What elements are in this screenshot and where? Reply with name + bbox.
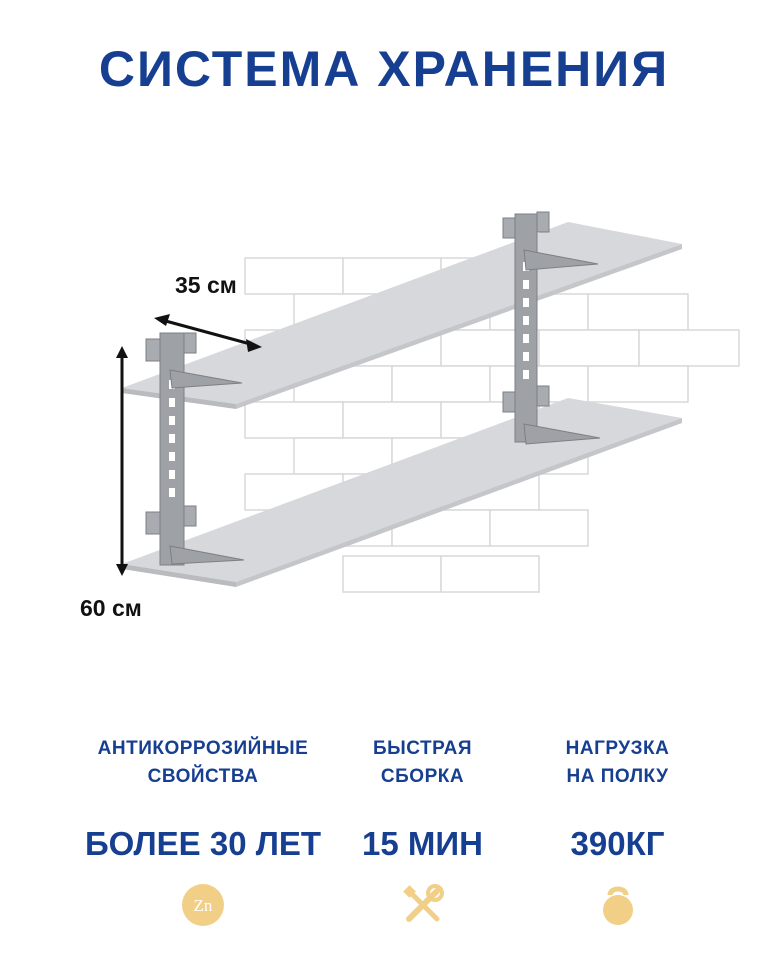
feature-anticorrosion [80,735,326,935]
feature-assembly [340,735,505,935]
kettlebell-icon [596,883,640,927]
feature-title-line1: АНТИКОРРОЗИЙНЫЕ [97,738,309,759]
feature-title-line2: НА ПОЛКУ [566,766,669,787]
feature-title-line2: СБОРКА [380,766,465,787]
shelf-illustration [0,190,768,640]
feature-value: 390КГ [570,825,665,862]
feature-load [535,735,700,935]
feature-title-line1: НАГРУЗКА [565,738,670,759]
wrench-screwdriver-icon [401,883,445,927]
height-arrow [116,346,128,576]
zinc-coin-text: Zn [193,896,213,915]
feature-title-line2: СВОЙСТВА [147,766,259,787]
page-title: СИСТЕМА ХРАНЕНИЯ [98,41,670,97]
feature-title-line1: БЫСТРАЯ [373,738,472,759]
feature-value: 15 МИН [362,825,483,862]
zinc-coin-icon [181,883,225,927]
feature-value: БОЛЕЕ 30 ЛЕТ [84,825,322,862]
height-label: 60 см [80,595,142,621]
depth-label: 35 см [175,272,237,298]
